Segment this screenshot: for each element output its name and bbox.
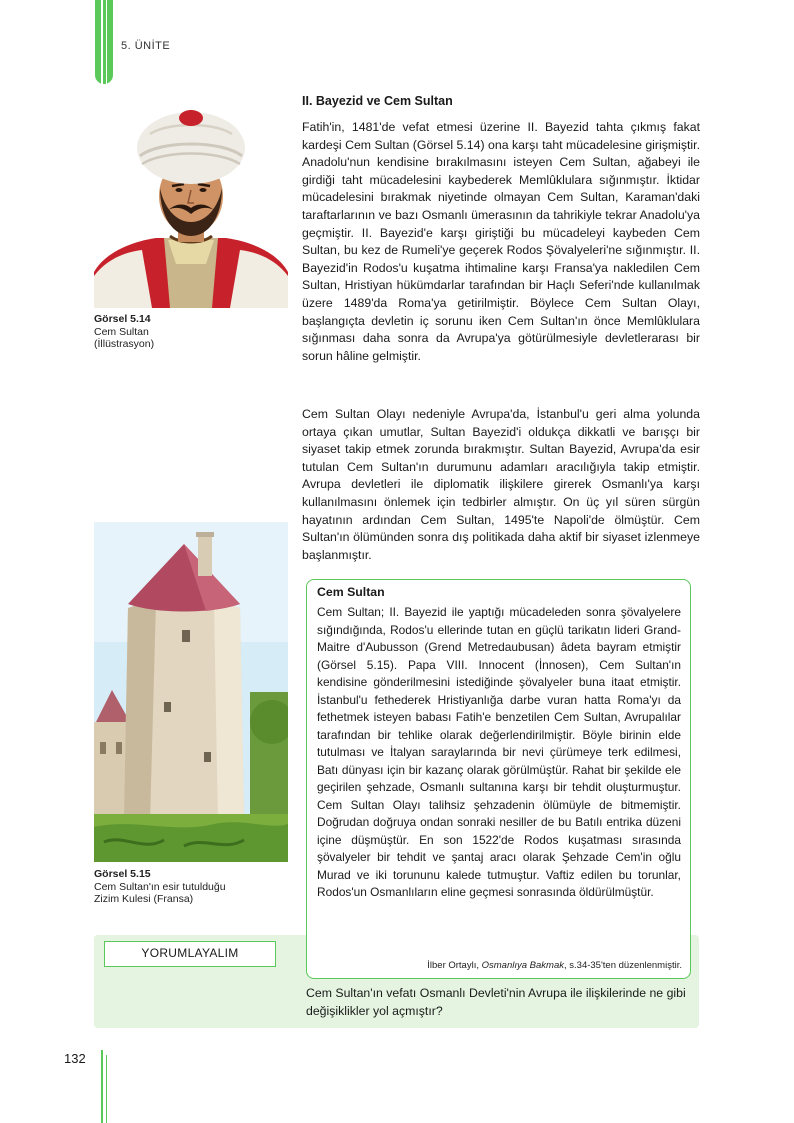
figure-caption-line: (İllüstrasyon) — [94, 338, 155, 350]
footer-stripe-thin — [106, 1055, 107, 1123]
page-number: 132 — [64, 1051, 86, 1066]
activity-question: Cem Sultan'ın vefatı Osmanlı Devleti'nin Avrupa ile ilişkilerinde ne gibi değişiklikler yol açmıştır? — [306, 986, 686, 1018]
source-pages: , s.34-35'ten düzenlenmiştir. — [564, 960, 682, 971]
unit-label: 5. ÜNİTE — [121, 40, 171, 52]
section-title: II. Bayezid ve Cem Sultan — [302, 94, 453, 108]
paragraph: Cem Sultan Olayı nedeniyle Avrupa'da, İstanbul'u geri alma yolunda ortaya çıkan umutlar, Sultan Bayezid'i oldukça dikkatli ve barışçı bir siyaset takip etmek zorunda bırakmıştır. Sultan Bayezid, Avrupa'da esir tutulan Cem Sultan'ın durumunu adamları aracılığıyla takip etmiştir. Avrupa devletleri ile diplomatik ilişkilere girerek Osmanlı'ya karşı kullanılmasını önlemek için tedbirler almıştır. On üç yıl süren sürgün hayatının ardından Cem Sultan, 1495'te Napoli'de ölmüştür. Cem Sultan'ın ölümünden sonra dış politikada daha aktif bir siyaset izlenmeye başlanmıştır. — [302, 407, 700, 562]
unit-tab-decoration — [95, 0, 113, 84]
figure-number: Görsel 5.15 — [94, 868, 151, 880]
unit-tab-stripe — [101, 0, 103, 84]
info-box-text: Cem Sultan; II. Bayezid ile yaptığı mücadeleden sonra şövalyelere sığındığında, Rodos'u ellerinde tutan en güçlü tarikatın lideri Grand-Maitre d'Aubusson (Grend Metredaubusan) âdeta bayram etmiştir (Görsel 5.15). Papa VIII. Innocent (İnnosen), Cem Sultan'ın kendisine gönderilmesini istediğinde şövalyeler buna itaat etmiştir. İstanbul'u fethederek Hristiyanlığa darbe vuran hatta Roma'yı da fethetmek isteyen babası Fatih'e benzetilen Cem Sultan, Avrupalılar tarafından bir tehlike olarak değerlendirilmiştir. Böyle birinin elde tutulması ve İtalyan saraylarında bir nevi çürümeye terk edilmesi, Batı dünyası için bir kazanç olarak görülmüştür. Rahat bir şekilde ele geçirilen şehzade, Osmanlı sultanına karşı bir tehdit oluşturmuştur. Cem Sultan Olayı talihsiz şehzadenin ölümüyle de bitmemiştir. Doğrudan doğruya ondan sonraki nesiller de bu Batılı entrika düzeni içine düşmüştür. En son 1522'de Rodos kuşatması sırasında şövalyeler bir tehdit ve şantaj aracı olarak Şehzade Cem'in oğlu Murad ve iki torununu kalede tutmuştur. Vaftiz edilen bu torunlar, Rodos'un Osmanlıların eline geçmesi sonrasında öldürülmüştür. — [317, 605, 681, 899]
source-title: Osmanlıya Bakmak — [481, 960, 564, 971]
info-box — [306, 579, 691, 979]
figure-caption-line: Cem Sultan — [94, 325, 149, 338]
activity-label: YORUMLAYALIM — [104, 941, 276, 967]
source-author: İlber Ortaylı, — [427, 960, 482, 971]
portrait-illustration — [94, 104, 288, 308]
figure-caption-5-15 — [94, 868, 226, 906]
unit-tab-stripe-thin — [106, 0, 107, 84]
footer-stripe — [101, 1050, 103, 1123]
info-box-source — [427, 960, 682, 971]
figure-number: Görsel 5.14 — [94, 313, 151, 325]
figure-caption-line: Zizim Kulesi (Fransa) — [94, 893, 194, 905]
tower-photo — [94, 522, 288, 862]
paragraph: Fatih'in, 1481'de vefat etmesi üzerine II. Bayezid tahta çıkmış fakat kardeşi Cem Sultan (Görsel 5.14) ona karşı taht mücadelesine girişmiştir. Anadolu'nun kendisine bırakılmasını isteyen Cem Sultan, ağabeyi ile girdiği taht mücadelesini kaybederek Memlûklulara sığınmıştır. İktidar mücadelesini bırakmak niyetinde olmayan Cem Sultan, Karaman'daki taraftarlarının ve bazı Osmanlı ümerasının da tahrikiyle tekrar Anadolu'ya geçmiştir. II. Bayezid'e karşı giriştiği bu mücadeleyi kaybeden Cem Sultan, bu kez de Rumeli'ye geçerek Rodos Şövalyeleri'ne sığınmıştır. II. Bayezid'in Rodos'u kuşatma ihtimaline karşı Fransa'ya nakledilen Cem Sultan, Hristiyan hükümdarlar tarafından bir Haçlı Seferi'nde kullanılmak üzere 1489'da Roma'ya getirilmiştir. Böylece Cem Sultan Olayı, başlangıçta devletin iç sorunu iken Cem Sultan'ın önce Memlûklulara sığınması daha sonra da Avrupa'ya götürülmesiyle devletlerarası bir sorun hâline gelmiştir. — [302, 120, 700, 363]
figure-caption-5-14 — [94, 313, 154, 351]
figure-caption-line: Cem Sultan'ın esir tutulduğu — [94, 880, 226, 893]
info-box-title: Cem Sultan — [317, 585, 385, 599]
